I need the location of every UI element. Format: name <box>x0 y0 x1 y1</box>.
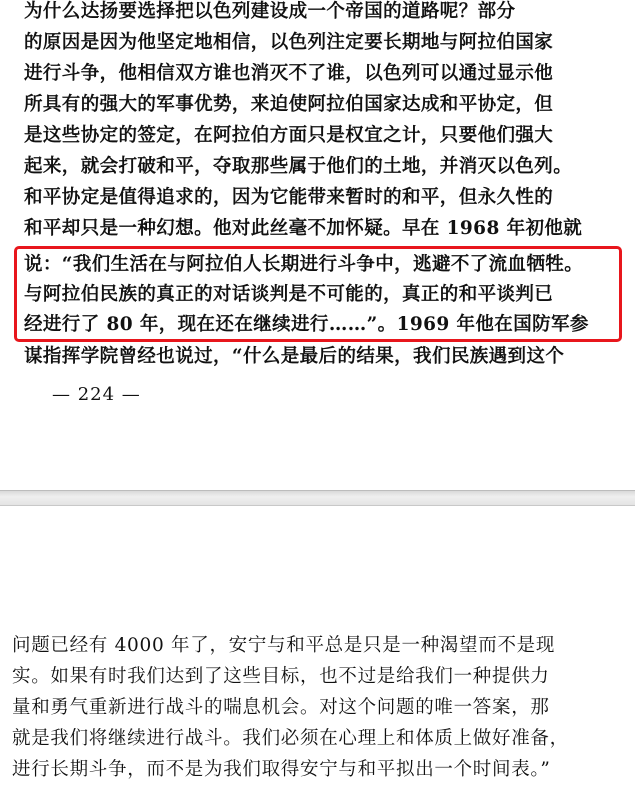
text-line: 进行长期斗争，而不是为我们取得安宁与和平拟出一个时间表。” <box>12 759 551 780</box>
text-line: 是这些协定的签定，在阿拉伯方面只是权宜之计，只要他们强大 <box>24 125 554 146</box>
bottom-page <box>0 506 635 790</box>
text-line: 进行斗争，他相信双方谁也消灭不了谁，以色列可以通过显示他 <box>24 63 554 84</box>
text-line: 起来，就会打破和平，夺取那些属于他们的土地，并消灭以色列。 <box>24 156 573 177</box>
text-line: 与阿拉伯民族的真正的对话谈判是不可能的，真正的和平谈判已 <box>24 284 554 305</box>
page-divider <box>0 490 635 506</box>
text-line: 量和勇气重新进行战斗的喘息机会。对这个问题的唯一答案，那 <box>12 697 550 718</box>
text-line: 的原因是因为他坚定地相信，以色列注定要长期地与阿拉伯国家 <box>24 32 554 53</box>
text-line: 谋指挥学院曾经也说过，“什么是最后的结果，我们民族遇到这个 <box>24 346 565 367</box>
text-line: 实。如果有时我们达到了这些目标，也不过是给我们一种提供力 <box>12 666 550 687</box>
text-line: 就是我们将继续进行战斗。我们必须在心理上和体质上做好准备， <box>12 728 569 749</box>
text-line: 问题已经有 4000 年了，安宁与和平总是只是一种渴望而不是现 <box>12 635 556 656</box>
text-line: 为什么达扬要选择把以色列建设成一个帝国的道路呢？部分 <box>24 1 516 22</box>
highlight-box <box>14 246 622 342</box>
text-line: 和平协定是值得追求的，因为它能带来暂时的和平，但永久性的 <box>24 187 554 208</box>
text-line: 经进行了 80 年，现在还在继续进行……”。1969 年他在国防军参 <box>24 314 589 335</box>
page-number: — 224 — <box>52 384 141 405</box>
text-line: 所具有的强大的军事优势，来迫使阿拉伯国家达成和平协定，但 <box>24 94 554 115</box>
text-line: 和平却只是一种幻想。他对此丝毫不加怀疑。早在 1968 年初他就 <box>24 218 583 239</box>
text-line: 说：“我们生活在与阿拉伯人长期进行斗争中，逃避不了流血牺牲。 <box>24 254 584 275</box>
